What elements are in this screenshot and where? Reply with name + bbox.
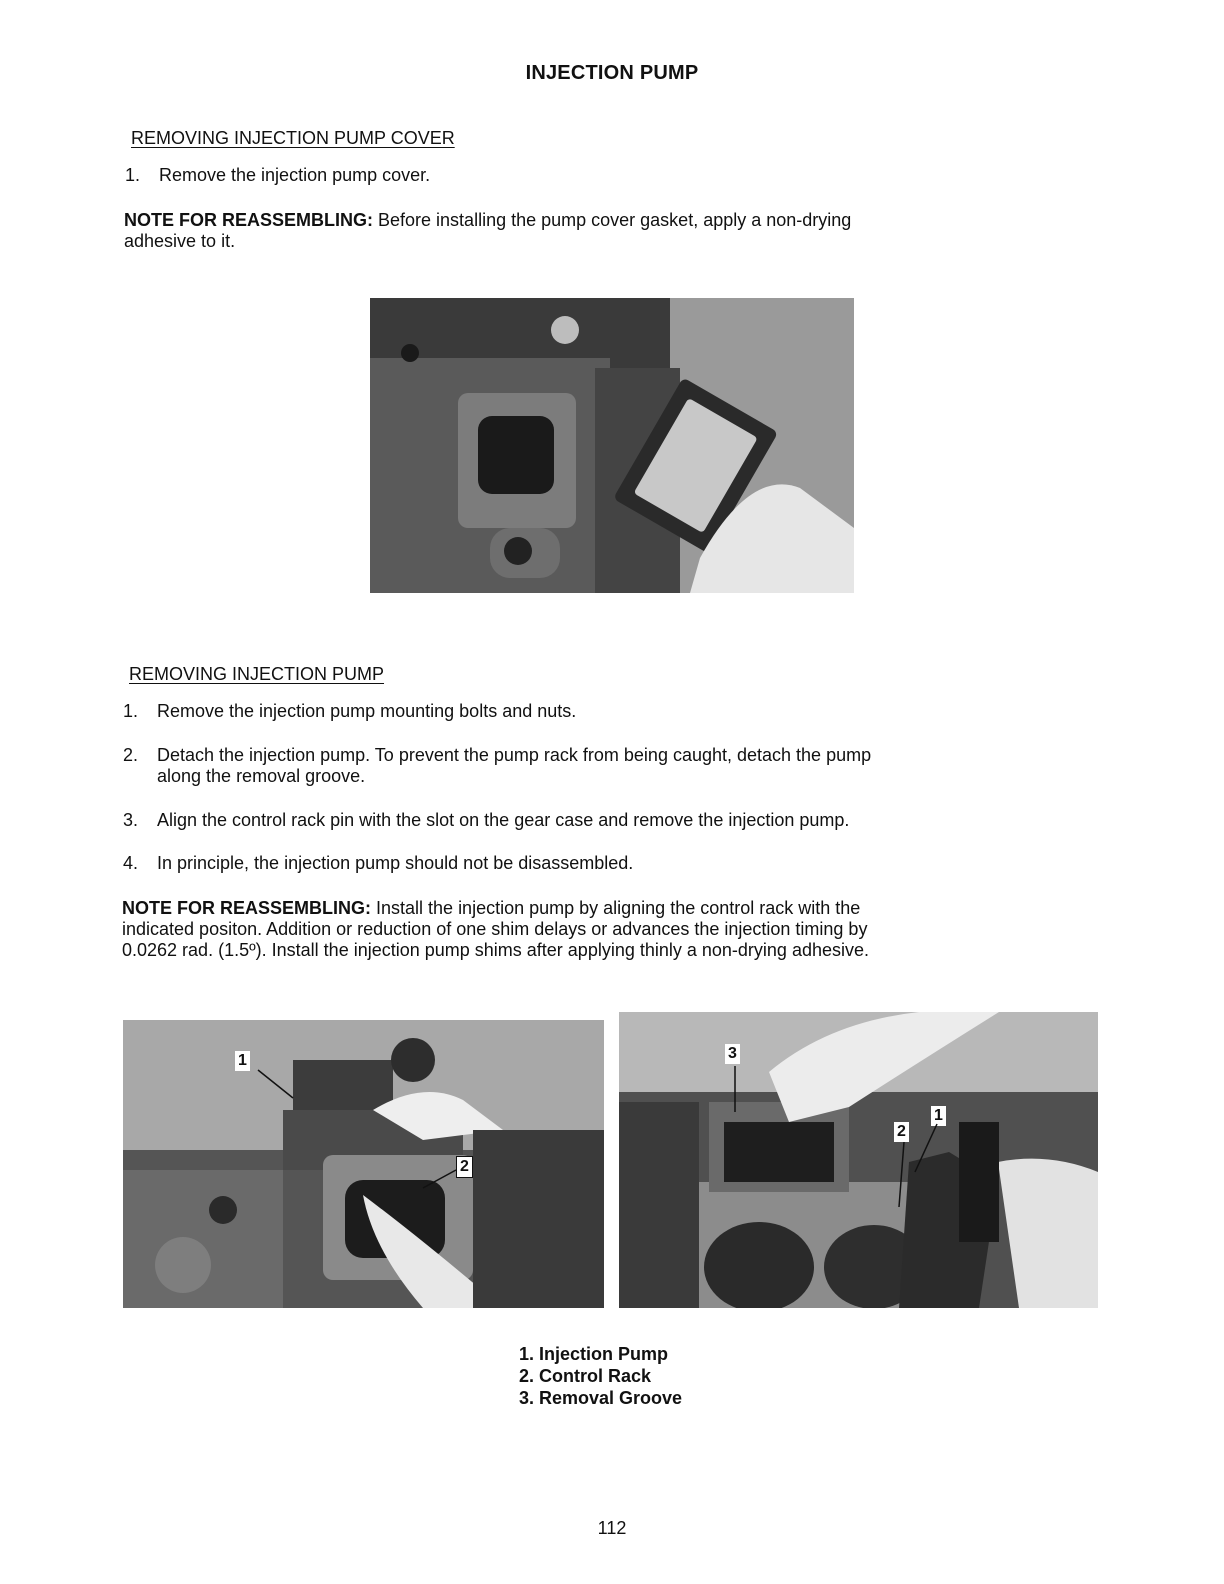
note-label: NOTE FOR REASSEMBLING: [124, 210, 374, 230]
note-text-line3: 0.0262 rad. (1.5º). Install the injection pump shims after applying thinly a non-drying adhesive. [122, 940, 869, 960]
photo-pump-cover-removal [370, 298, 854, 593]
section-heading-pump: REMOVING INJECTION PUMP [129, 664, 385, 684]
legend-item: 2. Control Rack [519, 1366, 652, 1386]
step-text: Detach the injection pump. To prevent the pump rack from being caught, detach the pump [157, 745, 872, 765]
step-item [125, 165, 430, 186]
step-text-line2: along the removal groove. [157, 766, 366, 786]
step-item [123, 853, 633, 874]
page-title: INJECTION PUMP [525, 62, 699, 84]
note-label: NOTE FOR REASSEMBLING: [122, 898, 372, 918]
legend-item: 3. Removal Groove [519, 1388, 683, 1408]
callout-label: 3 [725, 1044, 740, 1064]
callout-label: 1 [235, 1051, 250, 1071]
section-heading-cover: REMOVING INJECTION PUMP COVER [131, 128, 455, 148]
step-number: 2. [123, 745, 139, 765]
photo-pump-control-rack [123, 1020, 604, 1308]
note-reassembling-cover [124, 210, 1124, 252]
step-number: 1. [125, 165, 141, 185]
step-text: Align the control rack pin with the slot on the gear case and remove the injection pump. [157, 810, 850, 830]
callout-label: 2 [456, 1156, 473, 1178]
step-number: 4. [123, 853, 139, 873]
step-text: Remove the injection pump mounting bolts and nuts. [157, 701, 577, 721]
step-item [123, 745, 871, 787]
note-text-line2: indicated positon. Addition or reduction of one shim delays or advances the injection timing by [122, 919, 868, 939]
note-reassembling-pump [122, 898, 1122, 961]
note-text: Before installing the pump cover gasket, apply a non-drying [373, 210, 852, 230]
note-text: Install the injection pump by aligning the control rack with the [371, 898, 861, 918]
step-item [123, 810, 849, 831]
callout-label: 2 [894, 1122, 909, 1142]
callout-label: 1 [931, 1106, 946, 1126]
step-text: In principle, the injection pump should not be disassembled. [157, 853, 634, 873]
callout-leader-lines [123, 1020, 604, 1308]
note-text-line2: adhesive to it. [124, 231, 236, 251]
step-text: Remove the injection pump cover. [159, 165, 431, 185]
legend-item: 1. Injection Pump [519, 1344, 669, 1364]
page-number: 112 [597, 1518, 627, 1538]
figure-legend [519, 1343, 682, 1409]
photo-removal-groove [619, 1012, 1098, 1308]
callout-leader-lines [619, 1012, 1098, 1308]
step-item [123, 701, 576, 722]
photo-illustration [370, 298, 854, 593]
step-number: 3. [123, 810, 139, 830]
step-number: 1. [123, 701, 139, 721]
